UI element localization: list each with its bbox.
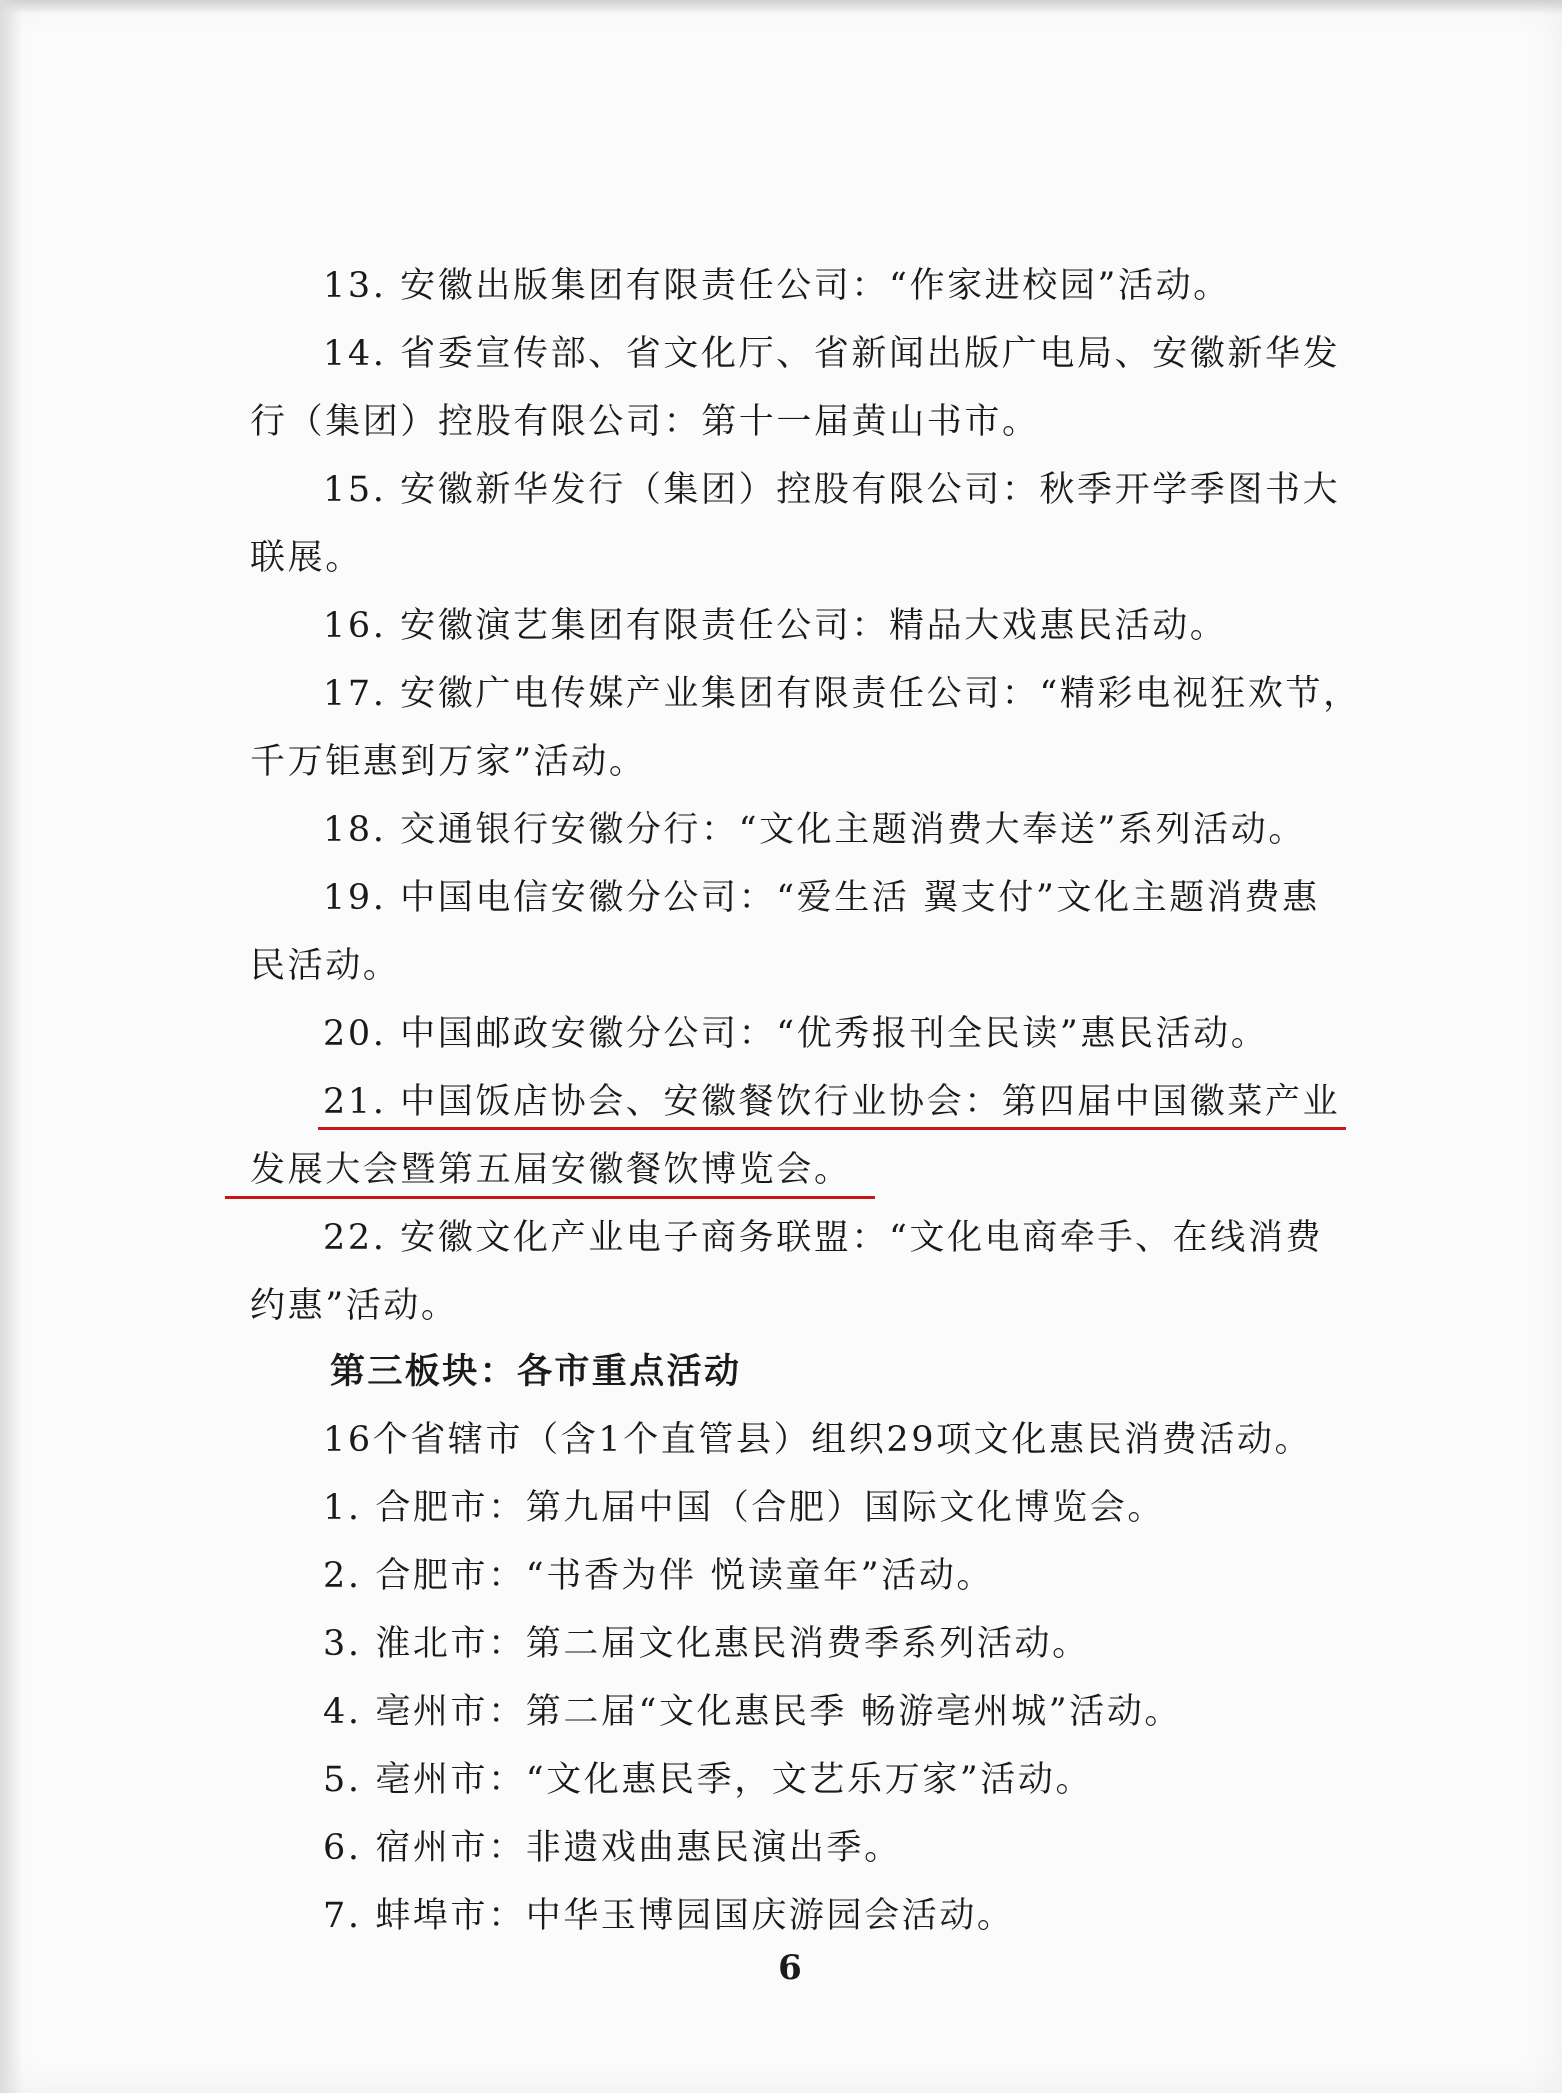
item-19-line-1: 19. 中国电信安徽分公司：“爱生活 翼支付”文化主题消费惠 (323, 878, 1320, 918)
city-item-1: 1. 合肥市：第九届中国（合肥）国际文化博览会。 (323, 1488, 1165, 1528)
city-item-2: 2. 合肥市：“书香为伴 悦读童年”活动。 (323, 1556, 995, 1596)
item-13-line: 13. 安徽出版集团有限责任公司：“作家进校园”活动。 (323, 266, 1231, 306)
item-22-line-1: 22. 安徽文化产业电子商务联盟：“文化电商牵手、在线消费 (323, 1218, 1324, 1258)
item-14-line-1: 14. 省委宣传部、省文化厅、省新闻出版广电局、安徽新华发 (323, 334, 1341, 374)
item-18-line: 18. 交通银行安徽分行：“文化主题消费大奉送”系列活动。 (323, 810, 1306, 850)
city-item-7: 7. 蚌埠市：中华玉博园国庆游园会活动。 (323, 1896, 1015, 1936)
item-17-line-1: 17. 安徽广电传媒产业集团有限责任公司：“精彩电视狂欢节， (323, 674, 1361, 714)
section-heading: 第三板块：各市重点活动 (330, 1351, 742, 1392)
item-20-line: 20. 中国邮政安徽分公司：“优秀报刊全民读”惠民活动。 (323, 1014, 1269, 1054)
item-19-line-2: 民活动。 (250, 946, 401, 986)
item-15-line-2: 联展。 (250, 538, 363, 578)
section-summary: 16个省辖市（含1个直管县）组织29项文化惠民消费活动。 (323, 1420, 1313, 1460)
item-15-line-1: 15. 安徽新华发行（集团）控股有限公司：秋季开学季图书大 (323, 470, 1341, 510)
item-21-line-1: 21. 中国饭店协会、安徽餐饮行业协会：第四届中国徽菜产业 (323, 1082, 1341, 1122)
page-number: 6 (778, 1948, 802, 1988)
item-17-line-2: 千万钜惠到万家”活动。 (250, 742, 647, 782)
city-item-6: 6. 宿州市：非遗戏曲惠民演出季。 (323, 1828, 902, 1868)
scan-shadow-left (0, 0, 22, 2093)
red-underline-1 (318, 1127, 1346, 1130)
city-item-3: 3. 淮北市：第二届文化惠民消费季系列活动。 (323, 1624, 1090, 1664)
city-item-4: 4. 亳州市：第二届“文化惠民季 畅游亳州城”活动。 (323, 1692, 1183, 1732)
scan-shadow-top (0, 0, 1562, 14)
item-14-line-2: 行（集团）控股有限公司：第十一届黄山书市。 (250, 402, 1040, 442)
city-item-5: 5. 亳州市：“文化惠民季，文艺乐万家”活动。 (323, 1760, 1094, 1800)
red-underline-2 (225, 1196, 875, 1199)
item-16-line: 16. 安徽演艺集团有限责任公司：精品大戏惠民活动。 (323, 606, 1228, 646)
item-22-line-2: 约惠”活动。 (250, 1286, 459, 1326)
item-21-line-2: 发展大会暨第五届安徽餐饮博览会。 (250, 1150, 852, 1190)
